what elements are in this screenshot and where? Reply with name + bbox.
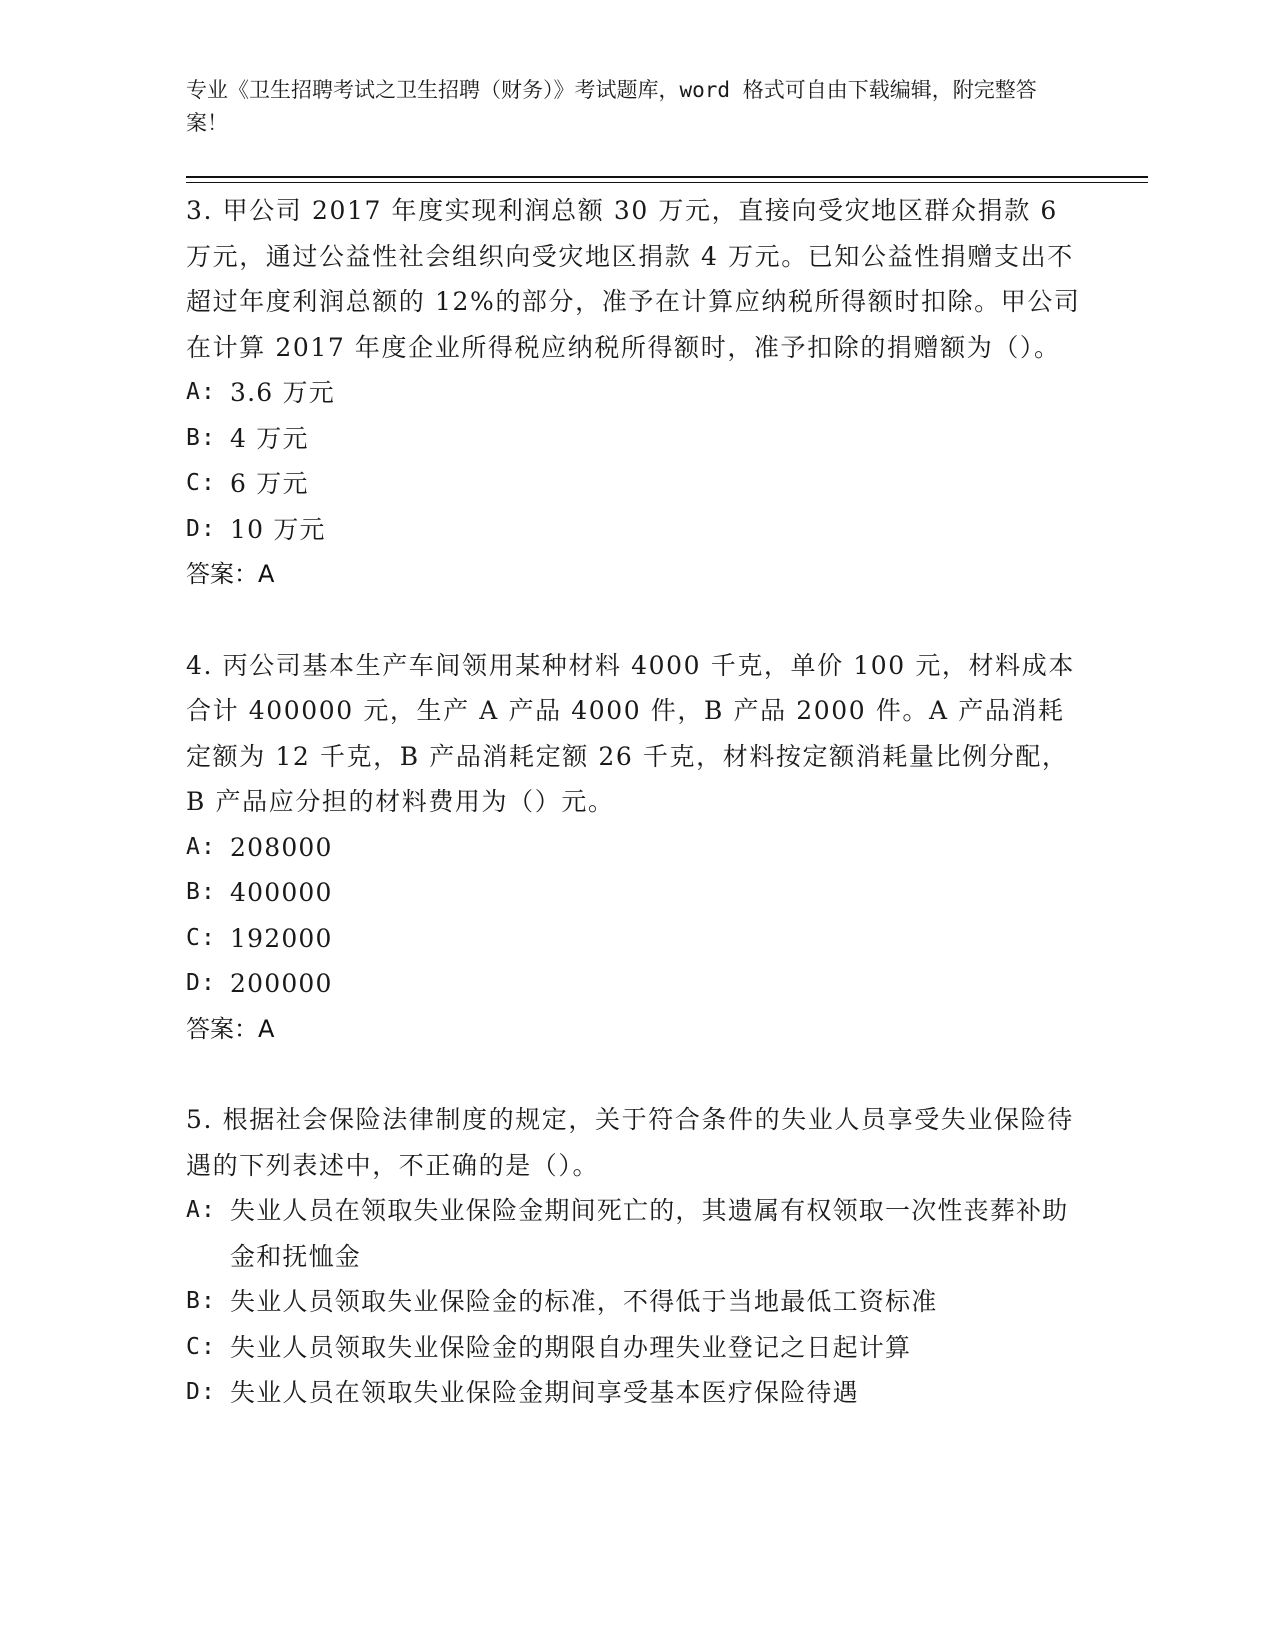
option-key: C:	[186, 924, 217, 951]
option-c	[186, 916, 1086, 962]
option-text: 10 万元	[230, 514, 326, 544]
question-3	[186, 188, 1086, 598]
option-text: 失业人员领取失业保险金的标准，不得低于当地最低工资标准	[230, 1287, 938, 1316]
question-stem: 4. 丙公司基本生产车间领用某种材料 4000 千克，单价 100 元，材料成本合计 400000 元，生产 A 产品 4000 件，B 产品 2000 件。A 产品消耗定额为 12 千克，B 产品消耗定额 26 千克，材料按定额消耗量比例分配，B 产品应分担的材料费用为（）元。	[186, 650, 1075, 816]
option-key: D:	[186, 1379, 217, 1405]
option-d	[186, 1370, 1086, 1416]
option-text: 400000	[230, 878, 333, 907]
option-text: 4 万元	[230, 423, 309, 453]
answer-label: 答案：A	[186, 1014, 275, 1043]
option-key: A:	[186, 833, 217, 860]
option-c	[186, 461, 1086, 507]
question-5	[186, 1097, 1086, 1416]
question-stem: 5. 根据社会保险法律制度的规定，关于符合条件的失业人员享受失业保险待遇的下列表述中，不正确的是（）。	[186, 1105, 1074, 1180]
option-a	[186, 825, 1086, 871]
option-text: 208000	[230, 832, 333, 862]
option-text: 失业人员在领取失业保险金期间死亡的，其遗属有权领取一次性丧葬补助金和抚恤金	[230, 1196, 1069, 1271]
option-text: 192000	[230, 923, 333, 953]
option-text: 失业人员领取失业保险金的期限自办理失业登记之日起计算	[230, 1332, 912, 1362]
header-divider-thick	[186, 176, 1148, 178]
question-stem: 3. 甲公司 2017 年度实现利润总额 30 万元，直接向受灾地区群众捐款 6 万元，通过公益性社会组织向受灾地区捐款 4 万元。已知公益性捐赠支出不超过年度利润总额的 12%的部分，准予在计算应纳税所得额时扣除。甲公司在计算 2017 年度企业所得税应纳税所得额时，准予扣除的捐赠额为（）。	[186, 196, 1081, 362]
header-divider-thin	[186, 182, 1148, 183]
option-text: 3.6 万元	[230, 378, 335, 407]
option-key: C:	[186, 470, 217, 496]
option-b	[186, 1279, 1086, 1325]
option-text: 6 万元	[230, 469, 309, 498]
option-key: D:	[186, 970, 217, 996]
page-header-title: 专业《卫生招聘考试之卫生招聘（财务）》考试题库，word 格式可自由下载编辑，附完整答案！	[186, 78, 1037, 135]
option-key: D:	[186, 515, 217, 542]
option-b	[186, 416, 1086, 462]
answer-label: 答案：A	[186, 560, 275, 588]
option-key: A:	[186, 379, 217, 405]
option-a	[186, 370, 1086, 416]
option-c	[186, 1325, 1086, 1371]
option-a	[186, 1188, 1086, 1279]
option-text: 失业人员在领取失业保险金期间享受基本医疗保险待遇	[230, 1378, 859, 1407]
option-key: B:	[186, 879, 217, 905]
option-d	[186, 961, 1086, 1007]
option-key: C:	[186, 1333, 217, 1360]
option-text: 200000	[230, 969, 333, 998]
question-4	[186, 643, 1086, 1053]
option-d	[186, 507, 1086, 553]
question-spacer	[186, 598, 1086, 643]
option-key: A:	[186, 1197, 217, 1223]
option-key: B:	[186, 424, 217, 451]
question-spacer	[186, 1052, 1086, 1097]
option-b	[186, 870, 1086, 916]
question-list	[186, 188, 1086, 1416]
option-key: B:	[186, 1288, 217, 1314]
